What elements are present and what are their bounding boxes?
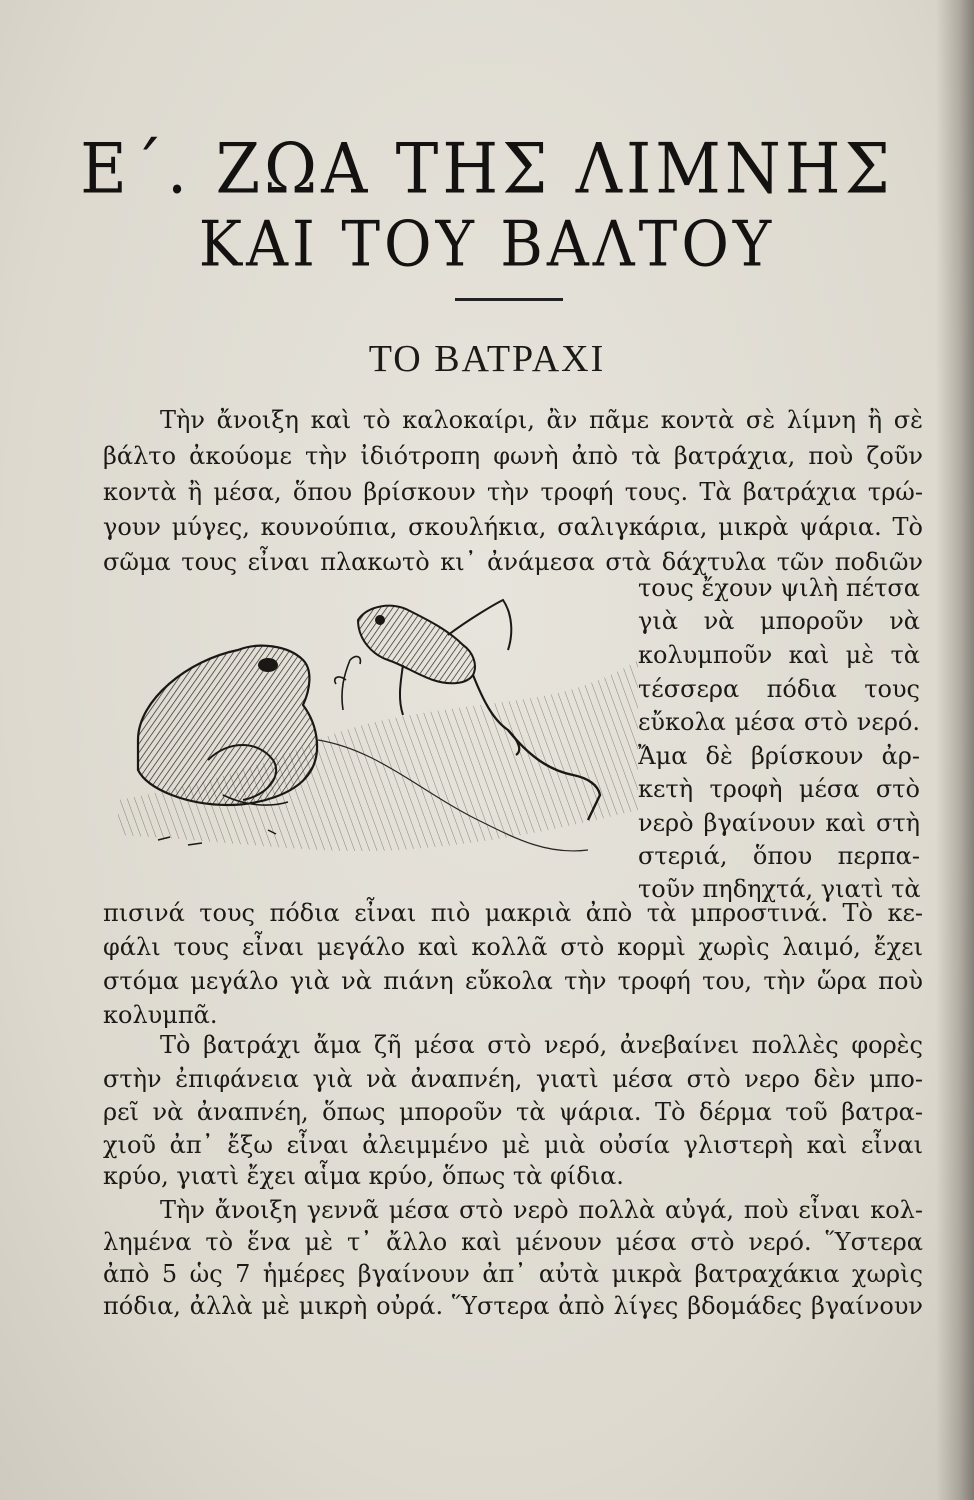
title-divider <box>455 298 563 301</box>
text-line: στεριά, ὅπου περπα- <box>638 842 920 870</box>
section-title: ΤΟ ΒΑΤΡΑΧΙ <box>368 338 606 380</box>
text-line: Τὴν ἄνοιξη καὶ τὸ καλοκαίρι, ἂν πᾶμε κοντὰ σὲ λίμνη ἢ σὲ <box>160 406 923 434</box>
text-line: τοῦν πηδηχτά, γιατὶ τὰ <box>638 875 921 903</box>
text-line: Τὴν ἄνοιξη γεννᾶ μέσα στὸ νερὸ πολλὰ αὐγά, ποὺ εἶναι κολ- <box>160 1196 923 1224</box>
text-line: γουν μύγες, κουνούπια, σκουλήκια, σαλιγκάρια, μικρὰ ψάρια. Τὸ <box>103 513 923 541</box>
text-line: Τὸ βατράχι ἄμα ζῆ μέσα στὸ νερό, ἀνεβαίνει πολλὲς φορὲς <box>160 1031 923 1059</box>
text-line: κοντὰ ἢ μέσα, ὅπου βρίσκουν τὴν τροφή τους. Τὰ βατράχια τρώ- <box>103 478 923 506</box>
text-line: ρεῖ νὰ ἀναπνέη, ὅπως μποροῦν τὰ ψάρια. Τὸ δέρμα τοῦ βατρα- <box>103 1098 923 1126</box>
text-line: πόδια, ἀλλὰ μὲ μικρὴ οὐρά. Ὕστερα ἀπὸ λίγες βδομάδες βγαίνουν <box>103 1292 923 1320</box>
text-line: κολυμποῦν καὶ μὲ τὰ <box>638 641 920 669</box>
text-line: εὔκολα μέσα στὸ νερό. <box>638 708 920 736</box>
text-line: στόμα μεγάλο γιὰ νὰ πιάνη εὔκολα τὴν τροφή του, τὴν ὥρα ποὺ <box>103 967 923 995</box>
text-line: νερὸ βγαίνουν καὶ στὴ <box>638 809 920 837</box>
text-line: πισινά τους πόδια εἶναι πιὸ μακριὰ ἀπὸ τὰ μπροστινά. Τὸ κε- <box>103 899 923 927</box>
text-line: φάλι τους εἶναι μεγάλο καὶ κολλᾶ στὸ κορμὶ χωρὶς λαιμό, ἔχει <box>103 933 923 961</box>
text-line: τους ἔχουν ψιλὴ πέτσα <box>638 574 920 602</box>
text-line: τέσσερα πόδια τους <box>638 675 920 703</box>
frogs-illustration <box>118 590 638 890</box>
text-line: κολυμπᾶ. <box>103 1001 218 1029</box>
text-line: κρύο, γιατὶ ἔχει αἷμα κρύο, ὅπως τὰ φίδια. <box>103 1162 624 1190</box>
text-line: Ἄμα δὲ βρίσκουν ἀρ- <box>638 742 920 770</box>
chapter-title-line-1: Ε΄. ΖΩΑ ΤΗΣ ΛΙΜΝΗΣ <box>80 130 894 210</box>
text-line: σῶμα τους εἶναι πλακωτὸ κι᾿ ἀνάμεσα στὰ δάχτυλα τῶν ποδιῶν <box>103 548 923 576</box>
text-line: χιοῦ ἀπ᾿ ἔξω εἶναι ἀλειμμένο μὲ μιὰ οὐσία γλιστερὴ καὶ εἶναι <box>103 1131 923 1159</box>
text-line: λημένα τὸ ἕνα μὲ τ᾿ ἄλλο καὶ μένουν μέσα στὸ νερό. Ὕστερα <box>103 1228 923 1256</box>
large-frog <box>138 646 317 805</box>
text-line: στὴν ἐπιφάνεια γιὰ νὰ ἀναπνέη, γιατὶ μέσα στὸ νερο δὲν μπο- <box>103 1065 923 1093</box>
chapter-title-line-2: ΚΑΙ ΤΟΥ ΒΑΛΤΟΥ <box>198 207 776 281</box>
text-line: γιὰ νὰ μποροῦν νὰ <box>638 607 920 635</box>
text-line: ἀπὸ 5 ὡς 7 ἡμέρες βγαίνουν ἀπ᾿ αὐτὰ μικρὰ βατραχάκια χωρὶς <box>103 1260 923 1288</box>
text-line: κετὴ τροφὴ μέσα στὸ <box>638 775 920 803</box>
text-line: βάλτο ἀκούομε τὴν ἰδιότροπη φωνὴ ἀπὸ τὰ βατράχια, ποὺ ζοῦν <box>103 442 923 470</box>
